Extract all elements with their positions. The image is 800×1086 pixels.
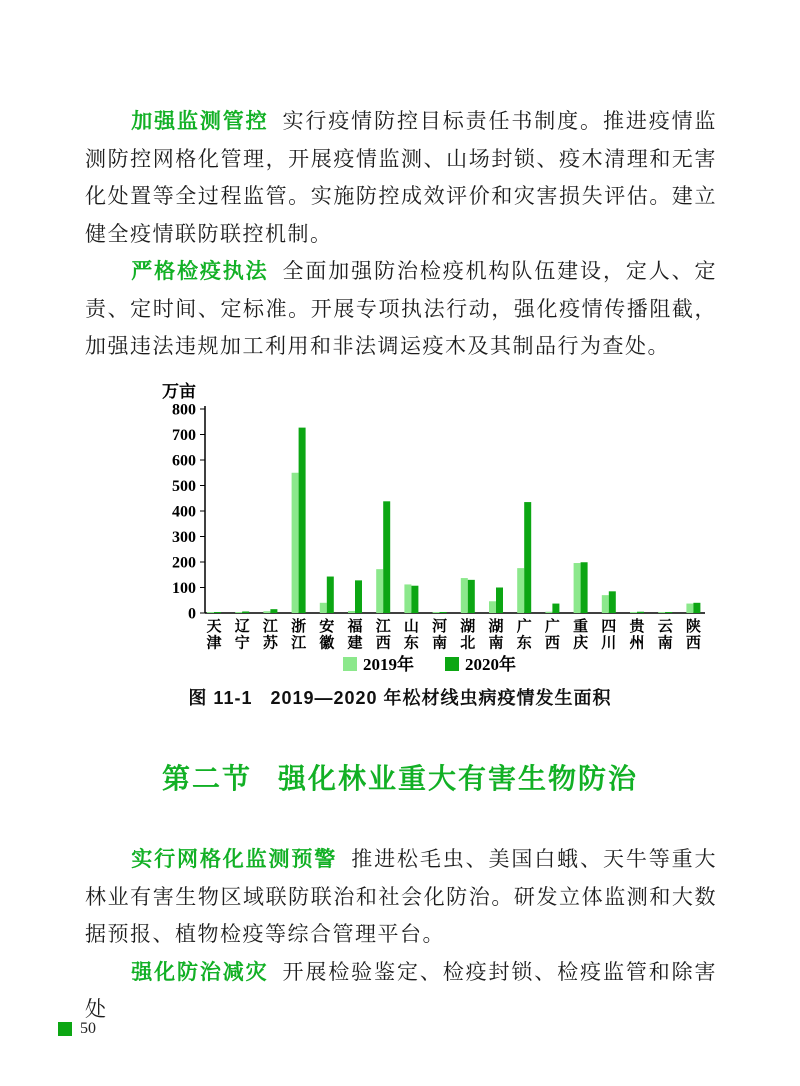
y-axis-tick-label: 300 (172, 529, 196, 546)
paragraph-2-lead: 严格检疫执法 (131, 260, 269, 283)
x-axis-tick-label: 重庆 (573, 619, 589, 652)
x-axis-tick-label: 湖南 (488, 619, 504, 652)
chart-bar-2020年-江苏 (270, 609, 277, 613)
y-axis-unit-label: 万亩 (162, 382, 196, 401)
page-footer (58, 1020, 96, 1038)
paragraph-2-body: 全面加强防治检疫机构队伍建设，定人、定责、定时间、定标准。开展专项执法行动，强化疫情传播阻截，加强违法违规加工利用和非法调运疫木及其制品行为查处。 (85, 259, 717, 358)
figure-caption (0, 684, 800, 710)
chart-bar-2020年-河南 (440, 612, 447, 613)
figure-caption-text: 2019—2020 年松材线虫病疫情发生面积 (270, 688, 612, 708)
page-number: 50 (80, 1020, 96, 1037)
paragraph-1 (85, 103, 717, 253)
section-heading (0, 757, 800, 797)
y-axis-tick-label: 800 (172, 401, 196, 419)
chart-bar-2019年-浙江 (292, 473, 299, 613)
chart-bar-2020年-湖南 (496, 588, 503, 614)
chart-bar-2020年-云南 (665, 612, 672, 613)
x-axis-tick-label: 天津 (206, 619, 222, 652)
chart-bar-2020年-天津 (214, 612, 221, 613)
chart-bar-2019年-广西 (545, 612, 552, 613)
chart-bar-2020年-安徽 (327, 577, 334, 613)
y-axis-tick-label: 100 (172, 580, 196, 597)
x-axis-tick-label: 四川 (601, 619, 617, 652)
chart-bar-2019年-天津 (207, 612, 214, 613)
paragraph-2 (85, 253, 717, 366)
x-axis-tick-label: 广东 (516, 619, 532, 652)
paragraph-4-lead: 强化防治减灾 (131, 960, 269, 984)
paragraph-4-body: 开展检验鉴定、检疫封锁、检疫监管和除害处 (85, 959, 717, 1021)
x-axis-tick-label: 山东 (403, 619, 419, 652)
legend-swatch-2019年 (343, 657, 357, 671)
chart-bar-2019年-重庆 (574, 563, 581, 613)
chart-bar-2020年-广东 (524, 502, 531, 613)
paragraph-3-body: 推进松毛虫、美国白蛾、天牛等重大林业有害生物区域联防联治和社会化防治。研发立体监测和大数据预报、植物检疫等综合管理平台。 (85, 847, 718, 946)
x-axis-tick-label: 安徽 (319, 619, 335, 652)
chart-bar-2020年-广西 (552, 604, 559, 613)
chart-bar-2020年-四川 (609, 591, 616, 613)
page-number-marker-icon (58, 1022, 72, 1036)
y-axis-tick-label: 700 (172, 427, 196, 444)
y-axis-tick-label: 500 (172, 478, 196, 495)
chart-bar-2019年-贵州 (630, 612, 637, 613)
body-text-top (85, 103, 717, 366)
chart-bar-2020年-陕西 (693, 603, 700, 613)
chart-bar-2019年-江西 (376, 569, 383, 613)
legend-label: 2019年 (363, 655, 414, 674)
chart-bar-2019年-云南 (658, 612, 665, 613)
chart-bar-2019年-福建 (348, 611, 355, 613)
paragraph-3-lead: 实行网格化监测预警 (131, 848, 338, 871)
section-heading-prefix: 第二节 (161, 763, 252, 794)
paragraph-1-body: 实行疫情防控目标责任书制度。推进疫情监测防控网格化管理，开展疫情监测、山场封锁、疫木清理和无害化处置等全过程监管。实施防控成效评价和灾害损失评估。建立健全疫情联防联控机制。 (85, 109, 717, 246)
x-axis-tick-label: 江西 (375, 619, 391, 652)
x-axis-tick-label: 湖北 (460, 619, 476, 652)
chart-bar-2020年-江西 (383, 501, 390, 613)
chart-bar-2019年-四川 (602, 595, 609, 613)
chart-bar-2019年-广东 (517, 568, 524, 613)
legend-label: 2020年 (465, 655, 516, 674)
paragraph-4 (85, 954, 717, 1029)
section-heading-title: 强化林业重大有害生物防治 (278, 763, 639, 794)
x-axis-tick-label: 广西 (544, 619, 560, 652)
chart-bar-2019年-江苏 (263, 611, 270, 613)
body-text-bottom (85, 841, 717, 1029)
y-axis-tick-label: 400 (172, 503, 196, 521)
paragraph-1-lead: 加强监测管控 (131, 110, 269, 133)
chart-bar-2019年-安徽 (320, 603, 327, 613)
chart-bar-2019年-河南 (433, 612, 440, 613)
x-axis-tick-label: 河南 (432, 619, 448, 652)
x-axis-tick-label: 福建 (347, 619, 363, 652)
y-axis-tick-label: 0 (188, 605, 196, 623)
x-axis-tick-label: 陕西 (685, 619, 701, 652)
chart-bar-2019年-湖北 (461, 578, 468, 613)
y-axis-tick-label: 600 (172, 452, 196, 470)
x-axis-tick-label: 江苏 (262, 619, 278, 652)
chart-bar-2020年-福建 (355, 580, 362, 613)
bar-chart (150, 376, 710, 678)
x-axis-tick-label: 浙江 (291, 619, 307, 652)
chart-bar-2019年-陕西 (686, 604, 693, 613)
x-axis-tick-label: 贵州 (629, 619, 645, 652)
chart-bar-2020年-湖北 (468, 580, 475, 613)
y-axis-tick-label: 200 (172, 554, 196, 572)
chart-bar-2019年-辽宁 (235, 612, 242, 613)
x-axis-tick-label: 辽宁 (234, 619, 250, 652)
chart-bar-2019年-湖南 (489, 601, 496, 613)
chart-bar-2020年-浙江 (299, 428, 306, 613)
chart-bar-2020年-贵州 (637, 612, 644, 613)
legend-swatch-2020年 (445, 657, 459, 671)
figure-caption-label: 图 11-1 (188, 688, 253, 708)
chart-bar-2020年-辽宁 (242, 611, 249, 613)
chart-bar-2020年-山东 (411, 586, 418, 613)
chart-bar-2020年-重庆 (581, 562, 588, 613)
x-axis-tick-label: 云南 (657, 619, 673, 652)
chart-bar-2019年-山东 (404, 584, 411, 613)
paragraph-3 (85, 841, 717, 954)
